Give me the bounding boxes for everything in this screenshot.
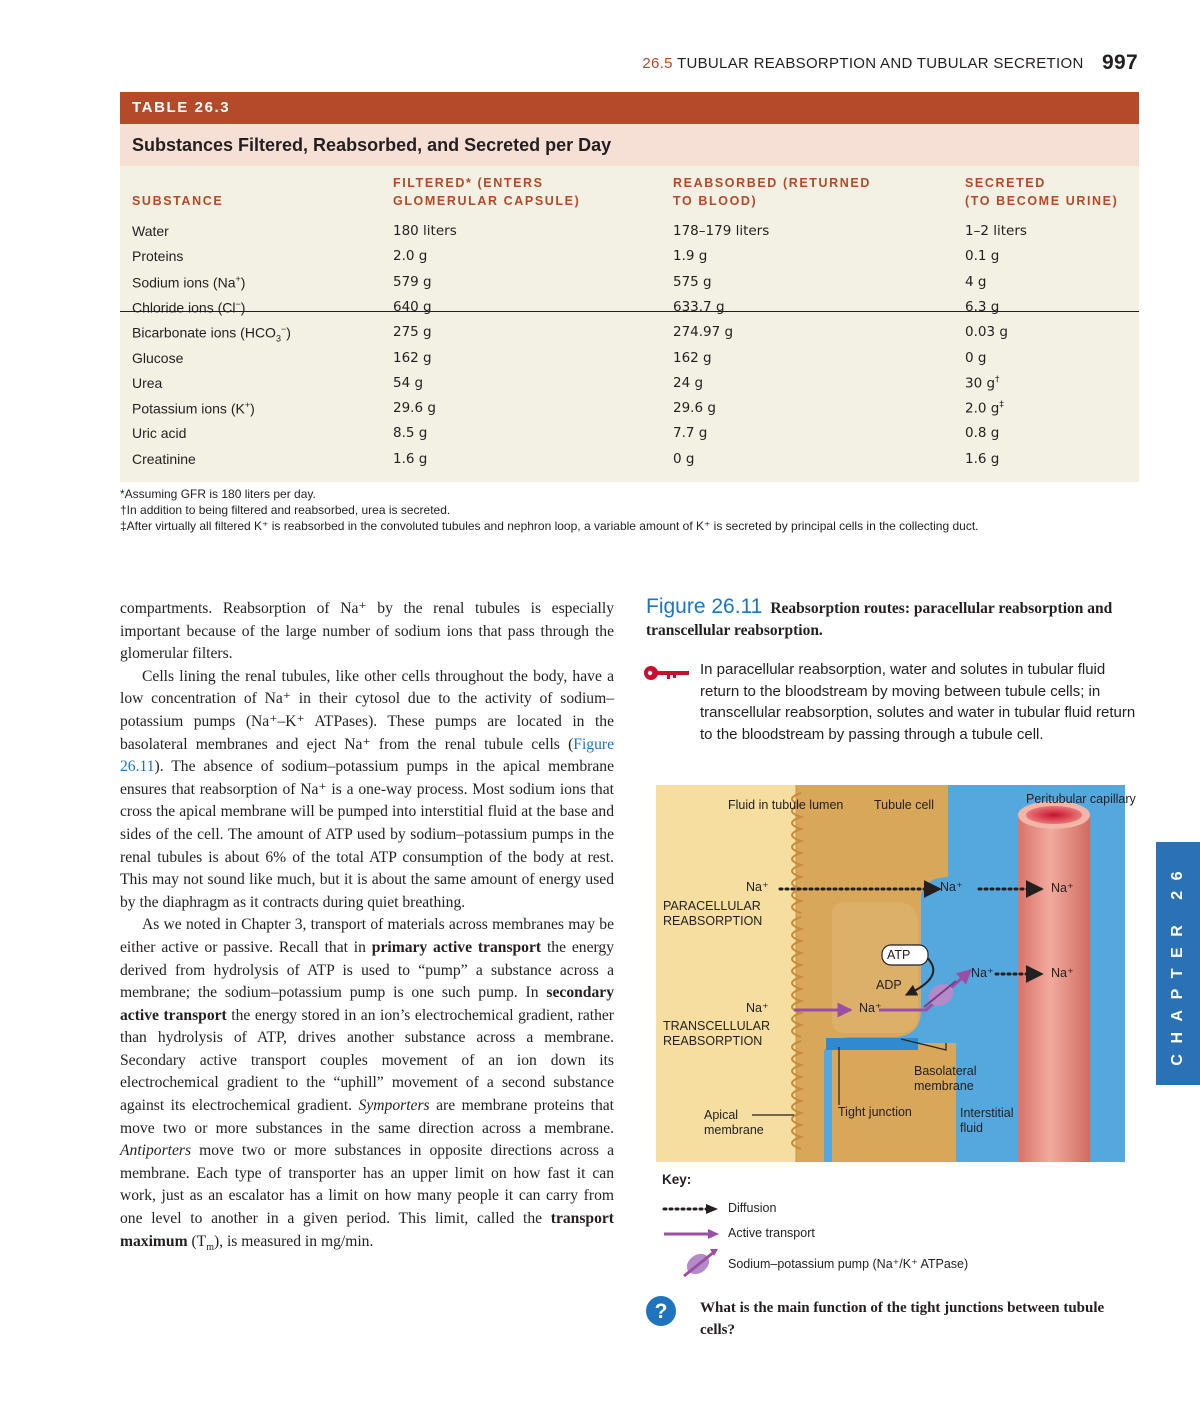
key-diffusion-label: Diffusion bbox=[728, 1201, 777, 1215]
figure-question: What is the main function of the tight junctions between tubule cells? bbox=[700, 1300, 1105, 1338]
cell-reabsorbed: 162 g bbox=[673, 349, 712, 366]
table-title: Substances Filtered, Reabsorbed, and Secreted per Day bbox=[120, 124, 1139, 166]
key-active-transport-label: Active transport bbox=[728, 1226, 815, 1240]
substances-table bbox=[120, 92, 1139, 482]
cell-reabsorbed: 29.6 g bbox=[673, 400, 716, 417]
cell-secreted: 0.1 g bbox=[965, 248, 1000, 265]
label-atp: ATP bbox=[887, 948, 911, 962]
svg-text:?: ? bbox=[654, 1300, 668, 1323]
cell-secreted: 6.3 g bbox=[965, 298, 1000, 315]
label-na-capillary-1: Na⁺ bbox=[1051, 881, 1074, 895]
paragraph: Cells lining the renal tubules, like other cells throughout the body, have a low concentration of Na⁺ in their cytosol due to the activity of sodium–potassium pumps (Na⁺–K⁺ ATPases). These pumps are located in the basolateral membranes and eject Na⁺ from the renal tubule cells (Figure 26.11). The absence of sodium–potassium pumps in the apical membrane ensures that reabsorption of Na⁺ is a one-way process. Most sodium ions that cross the apical membrane will be pumped into interstitial fluid at the base and sides of the cell. The amount of ATP used by sodium–potassium pumps in the renal tubules is about 6% of the total ATP consumption of the body at rest. This may not sound like much, but it is about the same amount of energy used by the diaphragm as it contracts during quiet breathing. bbox=[120, 667, 614, 911]
label-na-lumen-2: Na⁺ bbox=[746, 1001, 769, 1015]
cell-secreted: 30 g† bbox=[965, 374, 1000, 392]
cell-filtered: 29.6 g bbox=[393, 400, 436, 417]
cell-filtered: 640 g bbox=[393, 298, 432, 315]
cell-secreted: 0 g bbox=[965, 349, 987, 366]
key-title: Key: bbox=[662, 1172, 692, 1187]
label-tight-junction: Tight junction bbox=[838, 1105, 912, 1119]
label-na-lumen-1: Na⁺ bbox=[746, 880, 769, 894]
label-na-cell: Na⁺ bbox=[859, 1001, 882, 1015]
cell-secreted: 2.0 g‡ bbox=[965, 400, 1004, 417]
cell-reabsorbed: 7.7 g bbox=[673, 425, 708, 442]
key-pump-label: Sodium–potassium pump (Na⁺/K⁺ ATPase) bbox=[728, 1257, 969, 1271]
cell-filtered: 579 g bbox=[393, 273, 432, 290]
cell-substance: Uric acid bbox=[132, 425, 187, 442]
table-label: TABLE 26.3 bbox=[120, 92, 1139, 124]
paragraph: As we noted in Chapter 3, transport of materials across membranes may be either active or passive. Recall that in primary active transport the energy derived from hydrolysis of ATP is used to “pump” a substance across a membrane; the sodium–potassium pump is one such pump. In secondary active transport the energy stored in an ion’s electrochemical gradient, rather than hydrolysis of ATP, drives another substance across a membrane. Secondary active transport couples movement of an ion down its electrochemical gradient to the “uphill” movement of a second substance against its electrochemical gradient. Symporters are membrane proteins that move two or more substances in the same direction across a membrane. Antiporters move two or more substances in opposite directions across a membrane. Each type of transporter has an upper limit on how fast it can work, just as an escalator has a limit on how many people it can carry from one level to another in a given period. This limit, called the transport maximum $(T_m)$, is measured in mg/min. bbox=[120, 916, 615, 1253]
cell-secreted: 0.03 g bbox=[965, 324, 1008, 341]
reabsorption-diagram bbox=[656, 785, 1136, 1162]
chapter-tab bbox=[1156, 842, 1200, 1085]
section-title: TUBULAR REABSORPTION AND TUBULAR SECRETION bbox=[677, 55, 1084, 72]
figure-title: Reabsorption routes: paracellular reabsorption and transcellular reabsorption. bbox=[646, 600, 1113, 639]
page-number: 997 bbox=[1102, 51, 1138, 74]
label-paracellular: PARACELLULAR REABSORPTION bbox=[663, 899, 763, 928]
cell-substance: Creatinine bbox=[132, 450, 196, 467]
column-header-secreted: SECRETED (TO BECOME URINE) bbox=[965, 176, 1119, 208]
figure-description: In paracellular reabsorption, water and solutes in tubular fluid return to the bloodstream by moving between tubule cells; in transcellular reabsorption, solutes and water in tubular fluid return to the bloodstream by passing through a tubule cell. bbox=[700, 661, 1136, 743]
cell-substance: Potassium ions (K+) bbox=[132, 400, 255, 417]
cell-substance: Sodium ions (Na+) bbox=[132, 273, 246, 291]
label-apical: Apical membrane bbox=[704, 1108, 764, 1137]
paragraph: compartments. Reabsorption of Na⁺ by the renal tubules is especially important because of the large number of sodium ions that pass through the glomerular filters. bbox=[120, 600, 614, 663]
cell-reabsorbed: 633.7 g bbox=[673, 298, 725, 315]
cell-reabsorbed: 0 g bbox=[673, 450, 695, 467]
cell-secreted: 0.8 g bbox=[965, 425, 1000, 442]
cell-substance: Chloride ions (Cl−) bbox=[132, 298, 246, 316]
body-text bbox=[120, 598, 614, 1259]
footnote: †In addition to being filtered and reabsorbed, urea is secreted. bbox=[120, 503, 451, 517]
label-interstitial: Interstitial fluid bbox=[960, 1106, 1014, 1135]
cell-substance: Proteins bbox=[132, 248, 184, 265]
cell-filtered: 275 g bbox=[393, 324, 432, 341]
figure-number: Figure 26.11 bbox=[646, 595, 763, 618]
label-basolateral: Basolateral membrane bbox=[914, 1064, 977, 1093]
key-term: Antiporters bbox=[120, 1142, 192, 1160]
label-na-interstitial-1: Na⁺ bbox=[940, 880, 963, 894]
cell-reabsorbed: 24 g bbox=[673, 374, 704, 391]
label-transcellular: TRANSCELLULAR REABSORPTION bbox=[663, 1019, 770, 1048]
cell-reabsorbed: 575 g bbox=[673, 273, 712, 290]
label-capillary: Peritubular capillary bbox=[1026, 792, 1136, 806]
cell-filtered: 2.0 g bbox=[393, 248, 428, 265]
column-header-reabsorbed: REABSORBED (RETURNED TO BLOOD) bbox=[673, 176, 871, 208]
cell-secreted: 4 g bbox=[965, 273, 987, 290]
column-header-filtered: FILTERED* (ENTERS GLOMERULAR CAPSULE) bbox=[393, 176, 581, 208]
tubule-lumen-area bbox=[656, 785, 796, 1162]
table-footnotes bbox=[120, 486, 1080, 534]
key-term: transport maximum bbox=[120, 1210, 614, 1250]
label-na-interstitial-2: Na⁺ bbox=[971, 966, 994, 980]
footnote: *Assuming GFR is 180 liters per day. bbox=[120, 487, 316, 501]
figure-caption bbox=[646, 596, 1116, 642]
label-fluid-lumen: Fluid in tubule lumen bbox=[728, 798, 844, 812]
footnote: ‡After virtually all filtered K⁺ is reabsorbed in the convoluted tubules and nephron loop, a variable amount of K⁺ is secreted by principal cells in the collecting duct. bbox=[120, 519, 979, 533]
cell-substance: Glucose bbox=[132, 349, 184, 366]
key-term: Symporters bbox=[358, 1097, 430, 1115]
cell-reabsorbed: 1.9 g bbox=[673, 248, 708, 265]
figure-link[interactable]: Figure 26.11 bbox=[120, 735, 614, 776]
key-term: secondary active transport bbox=[120, 984, 614, 1024]
section-number: 26.5 bbox=[642, 55, 673, 72]
chapter-tab-label: CHAPTER 26 bbox=[1169, 861, 1186, 1066]
running-header bbox=[642, 50, 1138, 74]
key-icon bbox=[643, 664, 691, 682]
cell-filtered: 8.5 g bbox=[393, 425, 428, 442]
label-na-capillary-2: Na⁺ bbox=[1051, 966, 1074, 980]
cell-secreted: 1.6 g bbox=[965, 450, 1000, 467]
cell-filtered: 162 g bbox=[393, 349, 432, 366]
cell-filtered: 1.6 g bbox=[393, 450, 428, 467]
label-adp: ADP bbox=[876, 978, 902, 992]
cell-filtered: 54 g bbox=[393, 374, 424, 391]
tubule-cell-lower bbox=[832, 1043, 956, 1162]
question-icon bbox=[645, 1295, 677, 1327]
cell-substance: Urea bbox=[132, 374, 163, 391]
cell-reabsorbed: 178–179 liters bbox=[673, 223, 770, 239]
cell-reabsorbed: 274.97 g bbox=[673, 324, 734, 341]
cell-filtered: 180 liters bbox=[393, 223, 457, 239]
cell-secreted: 1–2 liters bbox=[965, 223, 1027, 239]
key-term: primary active transport bbox=[371, 938, 542, 956]
cell-substance: Water bbox=[132, 223, 169, 239]
label-tubule-cell: Tubule cell bbox=[874, 798, 934, 812]
cell-substance: Bicarbonate ions $(HCO_3^-)$ bbox=[132, 324, 291, 344]
column-header-substance: SUBSTANCE bbox=[132, 194, 224, 208]
